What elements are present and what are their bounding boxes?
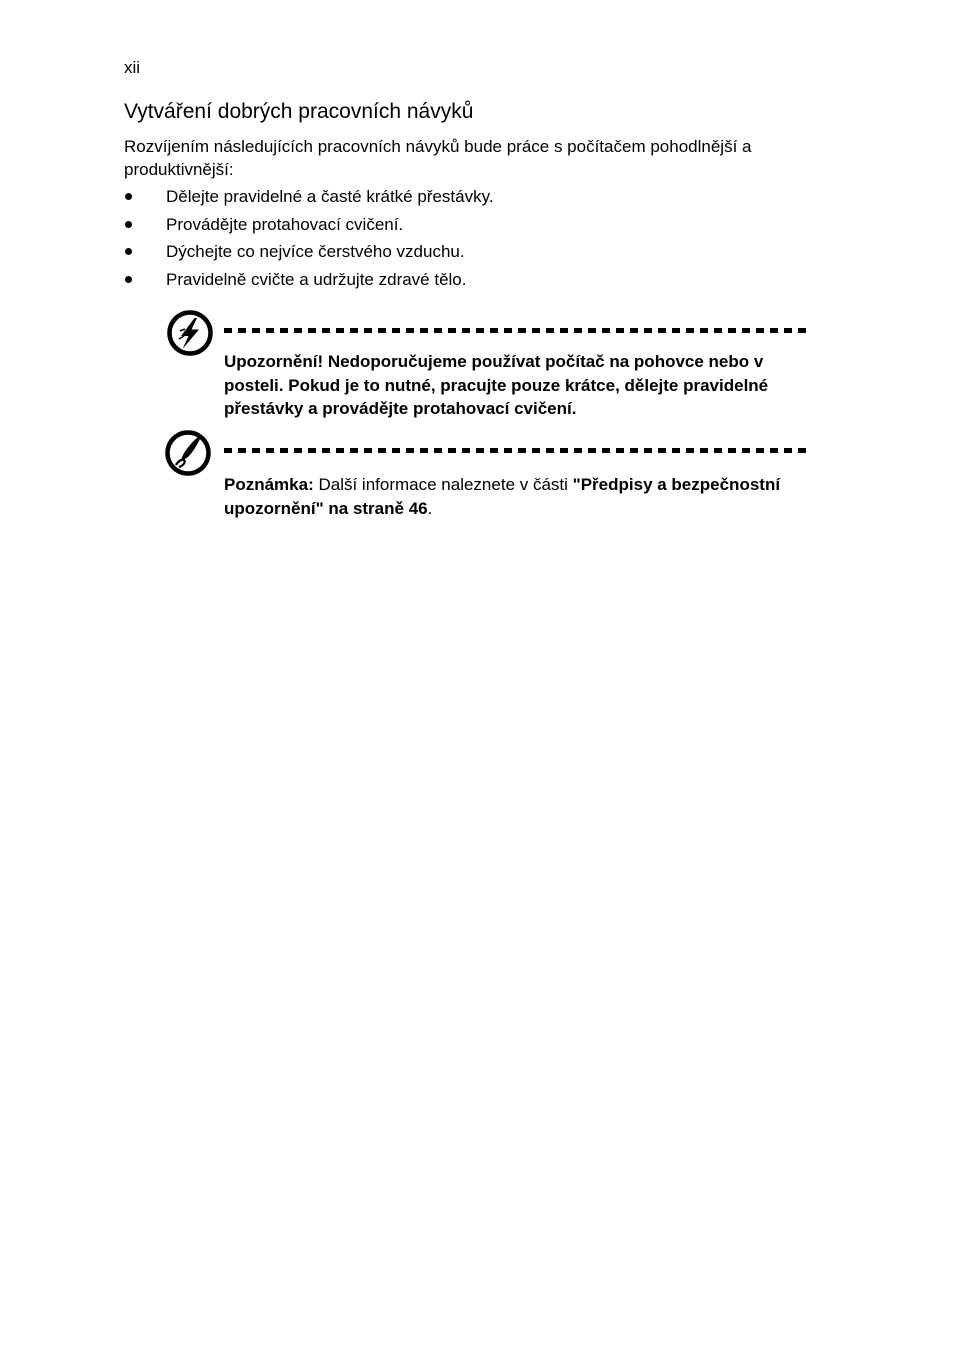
section-title: Vytváření dobrých pracovních návyků [124, 100, 474, 123]
habit-list [124, 185, 494, 295]
warning-lightning-icon [166, 309, 214, 357]
list-item [124, 240, 494, 268]
page-number: xii [124, 58, 141, 77]
list-item [124, 213, 494, 241]
bullet-icon [125, 248, 132, 255]
list-item-text: Pravidelně cvičte a udržujte zdravé tělo. [166, 269, 467, 289]
bullet-icon [125, 276, 132, 283]
list-item-text: Dýchejte co nejvíce čerstvého vzduchu. [166, 242, 465, 261]
note-end: . [427, 498, 433, 518]
bullet-icon [125, 221, 132, 228]
note-divider [224, 448, 810, 453]
list-item [124, 268, 494, 296]
note-reference: "Předpisy a bezpečnostní upozornění" na straně 46 [224, 475, 781, 518]
warning-text: Upozornění! Nedoporučujeme používat počítač na pohovce nebo v posteli. Pokud je to nutné, pracujte pouze krátce, dělejte pravidelné přestávky a provádějte protahovací cvičení. [224, 352, 769, 418]
note-text [224, 473, 814, 520]
intro-paragraph: Rozvíjením následujících pracovních návyků bude práce s počítačem pohodlnější a produktivnější: [124, 137, 752, 179]
warning-divider [224, 328, 810, 333]
bullet-icon [125, 193, 132, 200]
note-body: Další informace naleznete v části [313, 475, 573, 494]
note-label: Poznámka: [224, 475, 314, 494]
list-item-text: Provádějte protahovací cvičení. [166, 214, 404, 234]
note-pen-icon [164, 429, 212, 477]
list-item-text: Dělejte pravidelné a časté krátké přestávky. [166, 187, 494, 206]
list-item [124, 185, 494, 213]
